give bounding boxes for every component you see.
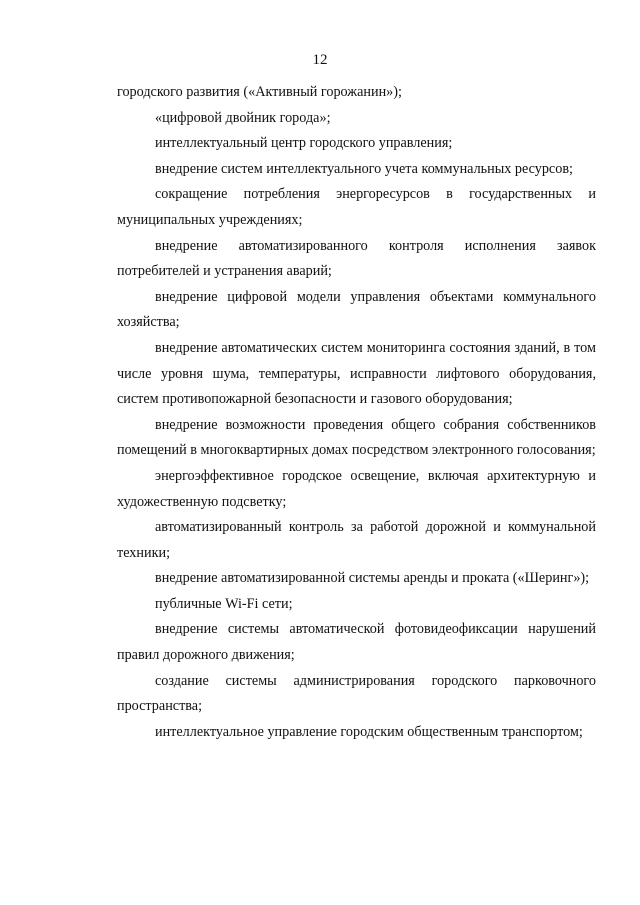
list-item: внедрение системы автоматической фотовидеофиксации нарушений правил дорожного движения; — [117, 621, 596, 664]
list-item: внедрение автоматических систем мониторинга состояния зданий, в том числе уровня шума, температуры, исправности лифтового оборудования, систем противопожарной безопасности и газового оборудования; — [117, 339, 596, 408]
paragraph-continuation: городского развития («Активный горожанин»); — [117, 84, 402, 100]
list-item: сокращение потребления энергоресурсов в государственных и муниципальных учреждениях; — [117, 186, 596, 228]
list-item: внедрение цифровой модели управления объектами коммунального хозяйства; — [117, 288, 596, 331]
list-item: интеллектуальный центр городского управления; — [155, 135, 453, 152]
document-body — [117, 80, 596, 745]
list-item: публичные Wi-Fi сети; — [155, 595, 293, 612]
list-item: создание системы администрирования городского парковочного пространства; — [117, 672, 596, 715]
list-item: внедрение возможности проведения общего собрания собственников помещений в многоквартирных домах посредством электронного голосования; — [117, 416, 596, 459]
list-item: автоматизированный контроль за работой дорожной и коммунальной техники; — [117, 519, 596, 561]
list-item: внедрение систем интеллектуального учета коммунальных ресурсов; — [155, 160, 573, 177]
page-number: 12 — [312, 52, 328, 68]
list-item: внедрение автоматизированной системы аренды и проката («Шеринг»); — [155, 570, 590, 587]
list-item: «цифровой двойник города»; — [155, 109, 331, 126]
list-item: интеллектуальное управление городским общественным транспортом; — [155, 723, 583, 740]
list-item: внедрение автоматизированного контроля исполнения заявок потребителей и устранения аварий; — [117, 237, 596, 280]
list-item: энергоэффективное городское освещение, включая архитектурную и художественную подсветку; — [117, 467, 596, 510]
